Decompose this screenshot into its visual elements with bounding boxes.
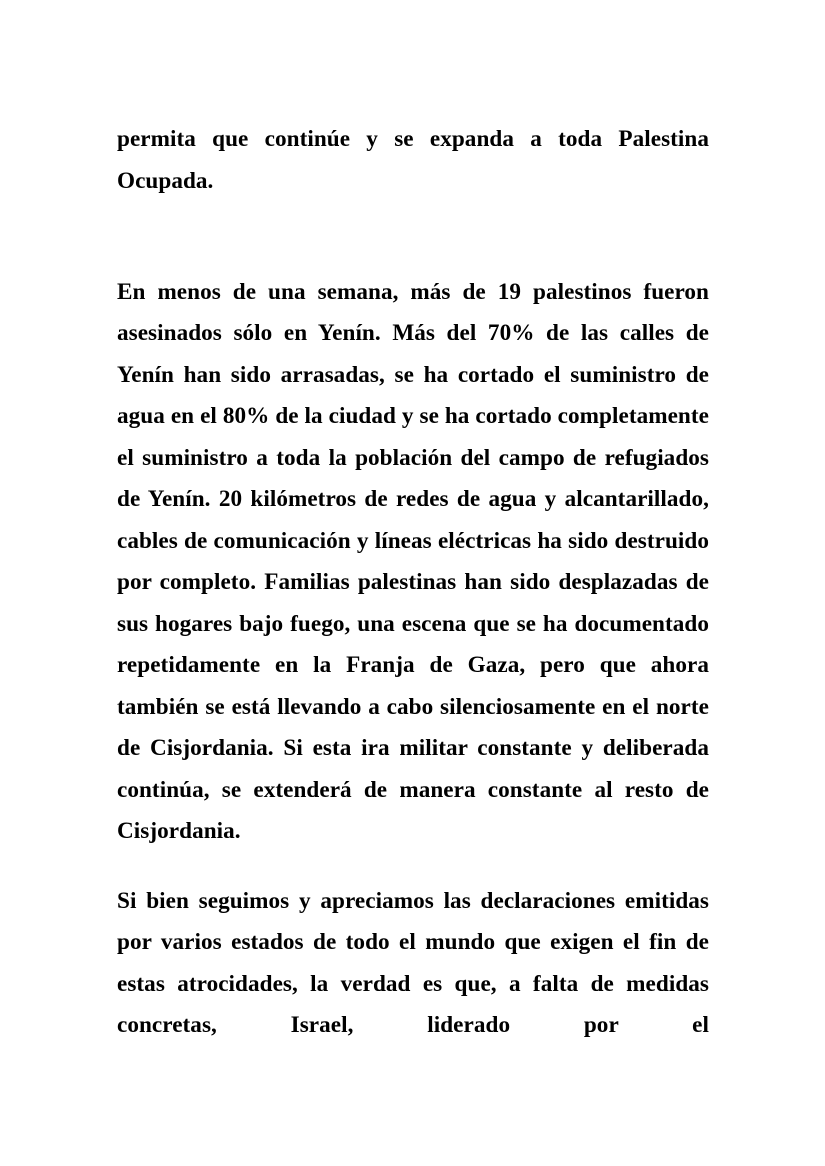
- paragraph-continuation: permita que continúe y se expanda a toda Palestina Ocupada.: [117, 126, 709, 194]
- paragraph-jenin: En menos de una semana, más de 19 palestinos fueron asesinados sólo en Yenín. Más del 70% de las calles de Yenín han sido arrasadas, se ha cortado el suministro de agua en el 80% de la ciudad y se ha cortado completamente el suministro a toda la población del campo de refugiados de Yenín. 20 kilómetros de redes de agua y alcantarillado, cables de comunicación y líneas eléctricas ha sido destruido por completo. Familias palestinas han sido desplazadas de sus hogares bajo fuego, una escena que se ha documentado repetidamente en la Franja de Gaza, pero que ahora también se está llevando a cabo silenciosamente en el norte de Cisjordania. Si esta ira militar constante y deliberada continúa, se extenderá de manera constante al resto de Cisjordania.: [117, 278, 709, 844]
- document-text-column: [117, 119, 709, 1088]
- paragraph-declarations: Si bien seguimos y apreciamos las declaraciones emitidas por varios estados de todo el mundo que exigen el fin de estas atrocidades, la verdad es que, a falta de medidas concretas, Israel, liderado por el: [117, 887, 709, 1038]
